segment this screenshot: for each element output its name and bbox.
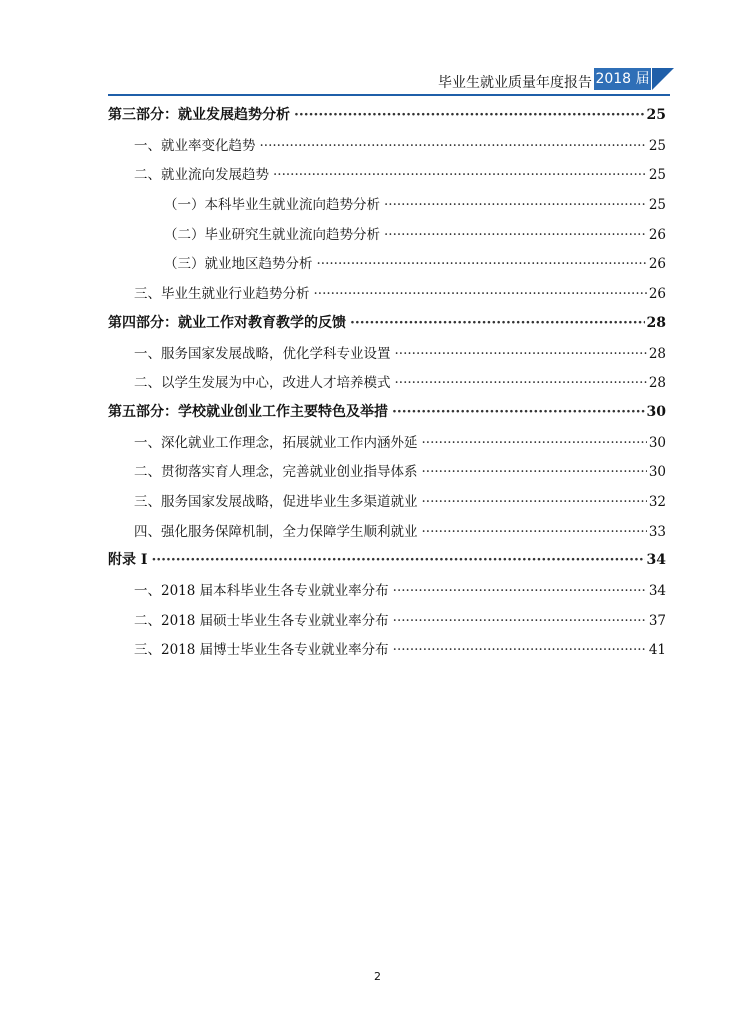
toc-entry-page: 34 [648,583,666,599]
toc-entry[interactable] [108,371,666,401]
toc-entry[interactable] [108,609,666,639]
toc-entry-title: 四、强化服务保障机制，全力保障学生顺利就业 [134,523,418,540]
toc-entry-title: 一、就业率变化趋势 [134,137,256,154]
toc-entry-title: 第四部分：就业工作对教育教学的反馈 [108,314,346,331]
page-number: 2 [374,970,381,983]
toc-dot-leader [294,107,645,123]
toc-entry[interactable] [108,460,666,490]
toc-dot-leader [393,583,647,599]
toc-dot-leader [314,286,647,302]
toc-entry-title: 三、毕业生就业行业趋势分析 [134,286,310,303]
toc-entry[interactable] [108,134,666,164]
toc-entry-title: 一、服务国家发展战略，优化学科专业设置 [134,345,391,362]
toc-entry-title: （二）毕业研究生就业流向趋势分析 [164,226,380,243]
toc-entry-page: 41 [648,642,666,659]
toc-dot-leader [392,404,645,420]
toc-entry-page: 37 [648,612,666,629]
header-triangle-icon [652,68,674,90]
toc-entry[interactable] [108,638,666,668]
toc-dot-leader [260,138,647,154]
toc-entry-page: 26 [648,256,666,273]
toc-entry[interactable] [108,490,666,520]
toc-entry-title: 三、2018 届博士毕业生各专业就业率分布 [134,642,389,659]
toc-entry-page: 28 [648,375,666,392]
toc-entry-title: （一）本科毕业生就业流向趋势分析 [164,197,380,214]
toc-entry[interactable] [108,252,666,282]
toc-entry-page: 25 [648,197,666,214]
toc-entry-title: 二、2018 届硕士毕业生各专业就业率分布 [134,612,389,629]
toc-dot-leader [395,346,647,362]
toc-section-entry[interactable] [108,312,666,342]
header-year-badge: 2018 届 [594,68,651,90]
toc-entry[interactable] [108,520,666,550]
toc-entry-page: 30 [646,403,666,420]
toc-entry-page: 26 [648,286,666,303]
toc-entry[interactable] [108,579,666,609]
toc-entry-page: 28 [648,345,666,362]
toc-dot-leader [350,315,645,331]
header-title: 毕业生就业质量年度报告 [438,75,592,91]
toc-entry-title: 二、贯彻落实育人理念，完善就业创业指导体系 [134,464,418,481]
toc-dot-leader [393,642,647,658]
toc-entry[interactable] [108,342,666,372]
toc-entry-page: 34 [646,552,666,569]
toc-entry-title: 第三部分：就业发展趋势分析 [108,107,290,123]
header-rule [108,94,670,96]
toc-entry-title: 一、深化就业工作理念，拓展就业工作内涵外延 [134,434,418,451]
toc-entry-title: 二、以学生发展为中心，改进人才培养模式 [134,375,391,392]
toc-entry-page: 28 [646,314,666,331]
toc-entry-page: 25 [646,107,666,123]
toc-entry-page: 25 [648,137,666,154]
toc-dot-leader [384,227,647,243]
toc-section-entry[interactable] [108,401,666,431]
toc-dot-leader [422,435,647,451]
toc-entry[interactable] [108,193,666,223]
toc-dot-leader [151,552,644,568]
toc-dot-leader [395,375,647,391]
toc-entry-page: 33 [648,523,666,540]
toc-dot-leader [393,613,647,629]
toc-entry-page: 30 [648,464,666,481]
toc-entry[interactable] [108,223,666,253]
toc-entry-title: 三、服务国家发展战略，促进毕业生多渠道就业 [134,493,418,510]
toc-dot-leader [422,524,647,540]
toc-entry[interactable] [108,431,666,461]
toc-entry-page: 32 [648,493,666,510]
toc-entry[interactable] [108,163,666,193]
table-of-contents [108,104,666,668]
toc-section-entry[interactable] [108,104,666,134]
toc-dot-leader [422,494,647,510]
toc-dot-leader [273,167,647,183]
toc-entry-title: 一、2018 届本科毕业生各专业就业率分布 [134,583,389,599]
toc-entry-title: 第五部分：学校就业创业工作主要特色及举措 [108,403,388,420]
toc-entry-title: （三）就业地区趋势分析 [164,256,313,273]
toc-section-entry[interactable] [108,549,666,579]
toc-dot-leader [422,464,647,480]
toc-entry-page: 26 [648,226,666,243]
toc-dot-leader [317,256,647,272]
toc-entry-page: 25 [648,167,666,184]
toc-dot-leader [384,197,647,213]
toc-entry[interactable] [108,282,666,312]
toc-entry-title: 二、就业流向发展趋势 [134,167,269,184]
toc-entry-page: 30 [648,434,666,451]
toc-entry-title: 附录 I [108,552,148,569]
